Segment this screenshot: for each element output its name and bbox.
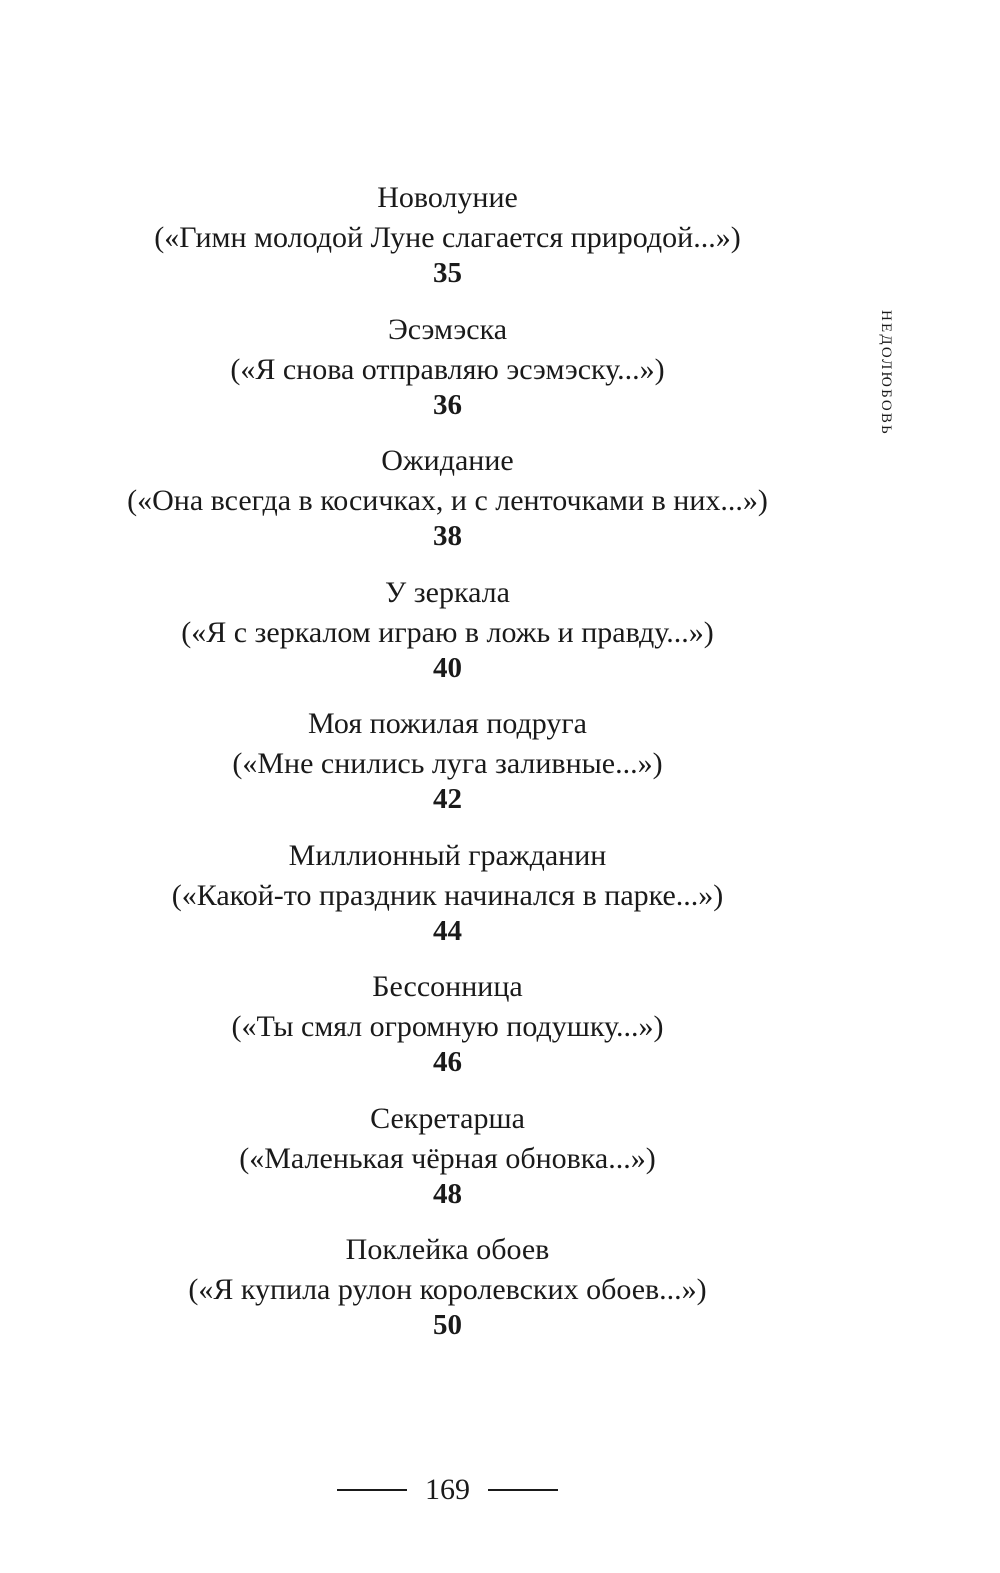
toc-entry[interactable] <box>0 702 895 834</box>
entry-first-line: («Я купила рулон королевских обоев...») <box>188 1273 707 1306</box>
entry-page-number: 36 <box>433 388 462 421</box>
entry-first-line: («Она всегда в косичках, и с ленточками в них...») <box>127 484 768 517</box>
entry-first-line: («Мне снились луга заливные...») <box>232 747 663 780</box>
page-footer <box>0 1470 895 1510</box>
entry-title: Ожидание <box>381 444 514 477</box>
section-running-header: НЕДОЛЮБОВЬ <box>878 310 894 436</box>
toc-entry[interactable] <box>0 439 895 571</box>
toc-entry[interactable] <box>0 1228 895 1360</box>
entry-first-line: («Ты смял огромную подушку...») <box>231 1010 664 1043</box>
entry-page-number: 46 <box>433 1046 462 1078</box>
entry-title: Миллионный гражданин <box>288 838 607 872</box>
entry-page-number: 40 <box>433 651 462 684</box>
footer-rule-left <box>337 1489 407 1491</box>
entry-title: Эсэмэска <box>387 312 508 346</box>
entry-first-line: («Маленькая чёрная обновка...») <box>239 1141 656 1175</box>
entry-page-number: 44 <box>433 914 462 947</box>
entry-title: Поклейка обоев <box>345 1233 550 1266</box>
entry-first-line: («Я снова отправляю эсэмэску...») <box>230 352 665 386</box>
toc-entry[interactable] <box>0 965 895 1097</box>
toc-entry[interactable] <box>0 834 895 966</box>
page-number: 169 <box>425 1473 470 1506</box>
entry-title: Новолуние <box>377 181 518 214</box>
entry-first-line: («Гимн молодой Луне слагается природой...») <box>154 221 741 254</box>
entry-first-line: («Какой-то праздник начинался в парке...») <box>171 878 724 912</box>
entry-title: Бессонница <box>372 970 523 1003</box>
entry-title: У зеркала <box>385 575 510 609</box>
entry-first-line: («Я с зеркалом играю в ложь и правду...») <box>181 615 714 649</box>
toc-entry[interactable] <box>0 571 895 703</box>
entry-page-number: 48 <box>433 1177 462 1210</box>
entry-page-number: 35 <box>433 257 462 289</box>
toc-entry[interactable] <box>0 308 895 440</box>
entry-page-number: 42 <box>433 783 462 815</box>
entry-page-number: 38 <box>433 520 462 552</box>
entry-title: Секретарша <box>370 1101 525 1135</box>
toc-entry[interactable] <box>0 176 895 308</box>
table-of-contents <box>0 176 895 1360</box>
footer-rule-right <box>488 1489 558 1491</box>
entry-page-number: 50 <box>433 1309 462 1341</box>
entry-title: Моя пожилая подруга <box>307 707 587 740</box>
toc-entry[interactable] <box>0 1097 895 1229</box>
